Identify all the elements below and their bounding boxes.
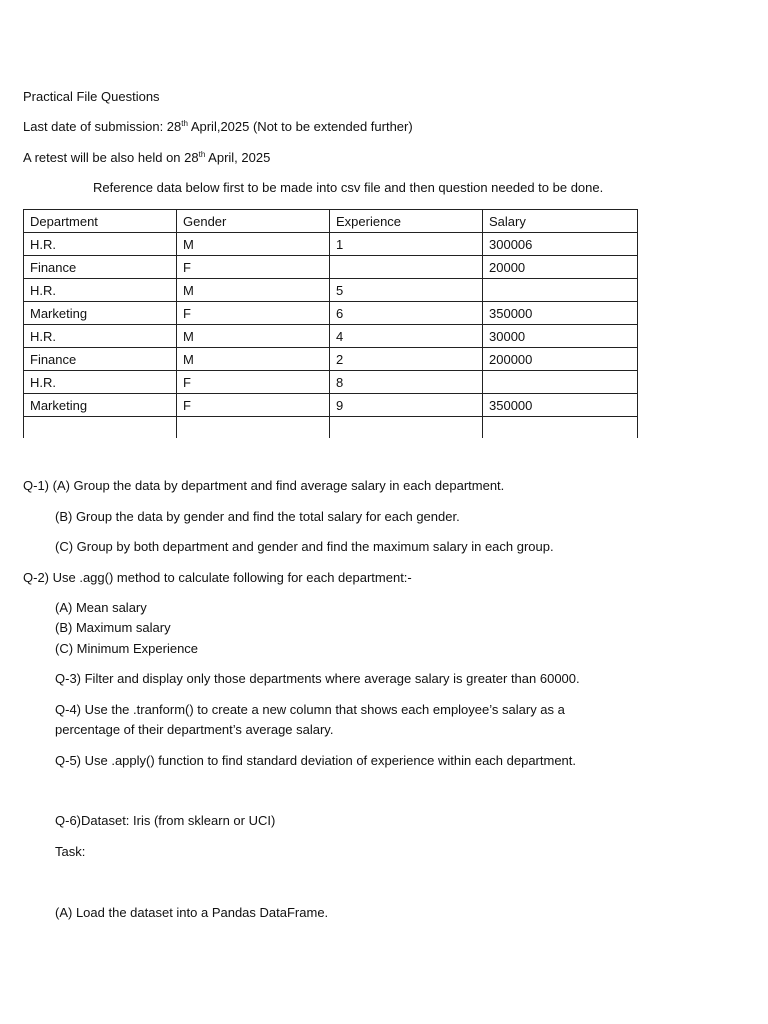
submission-date-line	[23, 119, 413, 135]
cell-experience: 1	[330, 233, 483, 256]
cell-department: Finance	[24, 256, 177, 279]
cell-department: H.R.	[24, 279, 177, 302]
question-1a: Q-1) (A) Group the data by department and find average salary in each department.	[23, 478, 505, 493]
table-row	[24, 233, 638, 256]
retest-text-start: A retest will be also held on 28	[23, 150, 199, 165]
submission-text-start: Last date of submission: 28	[23, 119, 182, 134]
cell-department: H.R.	[24, 371, 177, 394]
cell-department: Finance	[24, 348, 177, 371]
cell-experience: 6	[330, 302, 483, 325]
question-2: Q-2) Use .agg() method to calculate following for each department:-	[23, 570, 412, 585]
table-row	[24, 325, 638, 348]
question-6a: (A) Load the dataset into a Pandas DataFrame.	[55, 905, 329, 920]
cell-salary: 350000	[483, 394, 638, 417]
submission-ordinal-suffix: th	[181, 119, 188, 128]
table-row	[24, 394, 638, 417]
cell-gender: M	[177, 233, 330, 256]
cell-experience	[330, 417, 483, 439]
submission-text-end: April,2025 (Not to be extended further)	[187, 119, 413, 134]
reference-data-table	[23, 209, 638, 438]
header-salary: Salary	[483, 210, 638, 233]
question-1b: (B) Group the data by gender and find the total salary for each gender.	[55, 509, 460, 524]
cell-gender: M	[177, 348, 330, 371]
cell-department: Marketing	[24, 302, 177, 325]
question-1c: (C) Group by both department and gender and find the maximum salary in each group.	[55, 539, 554, 554]
cell-gender: M	[177, 279, 330, 302]
table-row	[24, 371, 638, 394]
table-header-row	[24, 210, 638, 233]
table-row	[24, 417, 638, 439]
cell-department: H.R.	[24, 325, 177, 348]
retest-line	[23, 150, 270, 166]
question-5: Q-5) Use .apply() function to find standard deviation of experience within each department.	[55, 753, 577, 768]
cell-experience: 9	[330, 394, 483, 417]
cell-department: H.R.	[24, 233, 177, 256]
cell-salary: 200000	[483, 348, 638, 371]
question-6: Q-6)Dataset: Iris (from sklearn or UCI)	[55, 813, 276, 828]
question-4: Q-4) Use the .tranform() to create a new column that shows each employee’s salary as a percentage of their department’s average salary.	[55, 702, 565, 737]
cell-department	[24, 417, 177, 439]
question-2c: (C) Minimum Experience	[55, 641, 199, 656]
cell-gender	[177, 417, 330, 439]
cell-gender: F	[177, 302, 330, 325]
table-row	[24, 348, 638, 371]
cell-experience: 8	[330, 371, 483, 394]
cell-salary	[483, 279, 638, 302]
cell-salary: 20000	[483, 256, 638, 279]
cell-experience: 4	[330, 325, 483, 348]
cell-department: Marketing	[24, 394, 177, 417]
cell-experience: 5	[330, 279, 483, 302]
cell-salary	[483, 371, 638, 394]
table-row	[24, 256, 638, 279]
cell-experience	[330, 256, 483, 279]
header-gender: Gender	[177, 210, 330, 233]
cell-gender: F	[177, 371, 330, 394]
document-title: Practical File Questions	[23, 89, 160, 104]
table-body	[24, 210, 638, 439]
table-row	[24, 302, 638, 325]
retest-text-end: April, 2025	[205, 150, 271, 165]
question-2b: (B) Maximum salary	[55, 620, 171, 635]
cell-experience: 2	[330, 348, 483, 371]
task-label: Task:	[55, 844, 86, 859]
question-2a: (A) Mean salary	[55, 600, 147, 615]
cell-gender: M	[177, 325, 330, 348]
header-experience: Experience	[330, 210, 483, 233]
table-row	[24, 279, 638, 302]
cell-gender: F	[177, 394, 330, 417]
cell-salary	[483, 417, 638, 439]
question-3: Q-3) Filter and display only those departments where average salary is greater than 60000.	[55, 671, 580, 686]
retest-ordinal-suffix: th	[198, 150, 206, 159]
cell-salary: 30000	[483, 325, 638, 348]
cell-salary: 350000	[483, 302, 638, 325]
cell-salary: 300006	[483, 233, 638, 256]
cell-gender: F	[177, 256, 330, 279]
reference-instruction: Reference data below first to be made into csv file and then question needed to be done.	[93, 180, 604, 195]
header-department: Department	[24, 210, 177, 233]
